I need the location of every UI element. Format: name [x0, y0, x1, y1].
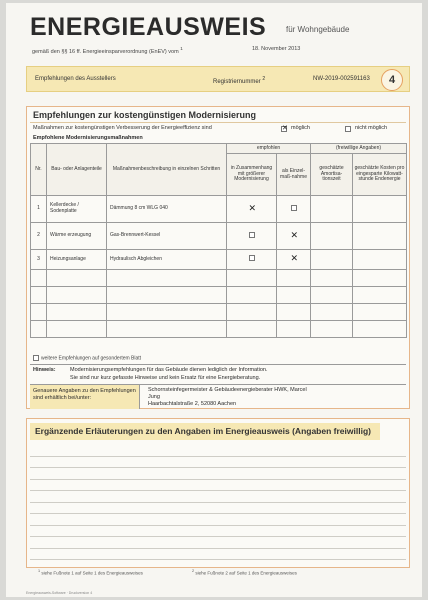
further-recommendations-label: weitere Empfehlungen auf gesondertem Blatt — [41, 355, 142, 362]
table-row — [31, 196, 407, 223]
table-row-empty — [31, 321, 407, 338]
col-single-measure: als Einzel-maß-nahme — [277, 154, 311, 196]
blank-line — [30, 514, 406, 526]
issuer-label: Empfehlungen des Ausstellers — [35, 76, 116, 82]
row-amortization — [311, 196, 353, 223]
row-cost — [353, 223, 407, 250]
row-cost — [353, 196, 407, 223]
col-amortization: geschätzte Amortisa-tionszeit — [311, 154, 353, 196]
col-description: Maßnahmenbeschreibung in einzelnen Schritten — [107, 144, 227, 196]
footnote-1-number: 1 — [38, 569, 41, 573]
row-nr: 1 — [31, 196, 47, 223]
blank-line — [30, 549, 406, 561]
document-page — [6, 3, 422, 597]
further-recommendations — [33, 355, 141, 361]
col-voluntary: (freiwillige Angaben) — [311, 144, 407, 154]
row-description: Gas-Brennwert-Kessel — [107, 223, 227, 250]
blank-line — [30, 526, 406, 538]
document-title: ENERGIEAUSWEIS — [30, 13, 267, 41]
table-row — [31, 223, 407, 250]
col-nr: Nr. — [31, 144, 47, 196]
explanations-lines — [30, 445, 406, 560]
blank-line — [30, 503, 406, 515]
row-single-cell — [277, 223, 311, 250]
row-combined-cell — [227, 223, 277, 250]
single-checkbox-checked[interactable]: ✕ — [290, 229, 299, 240]
explanations-title: Ergänzende Erläuterungen zu den Angaben im Energieausweis (Angaben freiwillig) — [30, 423, 380, 440]
possible-label: möglich — [291, 125, 310, 131]
notice-text-1: Modernisierungsempfehlungen für das Gebäude dienen lediglich der Information. — [70, 367, 268, 373]
row-amortization — [311, 223, 353, 250]
col-recommended: empfohlen — [227, 144, 311, 154]
explanations-section — [26, 418, 410, 568]
not-possible-checkbox[interactable] — [345, 126, 351, 132]
document-header — [24, 9, 414, 59]
row-component: Wärme erzeugung — [47, 223, 107, 250]
row-combined-cell — [227, 196, 277, 223]
law-reference — [32, 46, 183, 55]
notice-label: Hinweis: — [33, 367, 56, 373]
registration-label — [213, 76, 265, 85]
contact-row — [30, 384, 406, 408]
col-combined-modernization: in Zusammenhang mit größerer Modernisierung — [227, 154, 277, 196]
row-component: Heizungsanlage — [47, 250, 107, 270]
blank-line — [30, 445, 406, 457]
table-row-empty — [31, 287, 407, 304]
issuer-bar — [26, 66, 410, 92]
blank-line — [30, 537, 406, 549]
registration-footnote: 2 — [262, 76, 266, 82]
footnote-2-text: siehe Fußnote 2 auf Seite 1 des Energieausweises — [195, 570, 297, 576]
software-note: Energieausweis-Software · Druckversion 4 — [26, 591, 93, 595]
contact-line-1: Schornsteinfegermeister & Gebäudeenergieberater HWK, Marcel — [148, 387, 307, 393]
row-single-cell — [277, 196, 311, 223]
section-title: Empfehlungen zur kostengünstigen Modernisierung — [33, 110, 257, 120]
row-cost — [353, 250, 407, 270]
measures-statement: Maßnahmen zur kostengünstigen Verbesserung der Energieeffizienz sind — [33, 125, 212, 131]
page-number-badge: 4 — [381, 69, 403, 91]
law-text: gemäß den §§ 16 ff. Energieeinsparverordnung (EnEV) vom — [32, 48, 179, 55]
contact-label: Genauere Angaben zu den Empfehlungen sind erhältlich bei/unter: — [30, 385, 140, 409]
row-single-cell — [277, 250, 311, 270]
table-row — [31, 250, 407, 270]
notice-text-2: Sie sind nur kurz gefasste Hinweise und kein Ersatz für eine Energieberatung. — [70, 375, 261, 381]
contact-line-3: Haarbachtalstraße 2, 52080 Aachen — [148, 401, 237, 407]
footnote-2 — [192, 569, 297, 576]
row-amortization — [311, 250, 353, 270]
recommended-measures-heading: Empfohlene Modernisierungsmaßnahmen — [33, 135, 143, 141]
divider — [30, 122, 406, 123]
table-row-empty — [31, 270, 407, 287]
table-row-empty — [31, 304, 407, 321]
law-footnote: 1 — [180, 46, 183, 51]
row-combined-cell — [227, 250, 277, 270]
footnote-1 — [38, 569, 143, 576]
combined-checkbox[interactable] — [249, 255, 255, 261]
registration-number: NW-2019-002591163 — [313, 76, 370, 82]
blank-line — [30, 457, 406, 469]
further-recommendations-checkbox[interactable] — [33, 355, 39, 361]
combined-checkbox-checked[interactable]: ✕ — [248, 202, 257, 213]
measures-table — [30, 143, 407, 338]
col-cost-per-kwh: geschätzte Kosten pro eingesparte Kilowatt-stunde Endenergie — [353, 154, 407, 196]
law-date: 18. November 2013 — [252, 46, 301, 52]
row-nr: 2 — [31, 223, 47, 250]
footnote-2-number: 2 — [192, 569, 195, 573]
row-nr: 3 — [31, 250, 47, 270]
possible-checkbox[interactable] — [281, 126, 287, 132]
row-component: Kellerdecke / Sodenplatte — [47, 196, 107, 223]
registration-label-text: Registriernummer — [213, 79, 261, 85]
blank-line — [30, 480, 406, 492]
not-possible-label: nicht möglich — [355, 125, 388, 131]
single-checkbox[interactable] — [291, 205, 297, 211]
single-checkbox-checked[interactable]: ✕ — [290, 253, 299, 264]
blank-line — [30, 468, 406, 480]
row-description: Hydraulisch Abgleichen — [107, 250, 227, 270]
row-description: Dämmung 8 cm WLG 040 — [107, 196, 227, 223]
blank-line — [30, 491, 406, 503]
combined-checkbox[interactable] — [249, 232, 255, 238]
footnote-1-text: siehe Fußnote 1 auf Seite 1 des Energieausweises — [41, 570, 143, 576]
notice-row — [30, 364, 406, 384]
contact-line-2: Jung — [148, 394, 160, 400]
document-subtitle: für Wohngebäude — [286, 25, 350, 34]
col-component: Bau- oder Anlagenteile — [47, 144, 107, 196]
modernization-section — [26, 106, 410, 409]
